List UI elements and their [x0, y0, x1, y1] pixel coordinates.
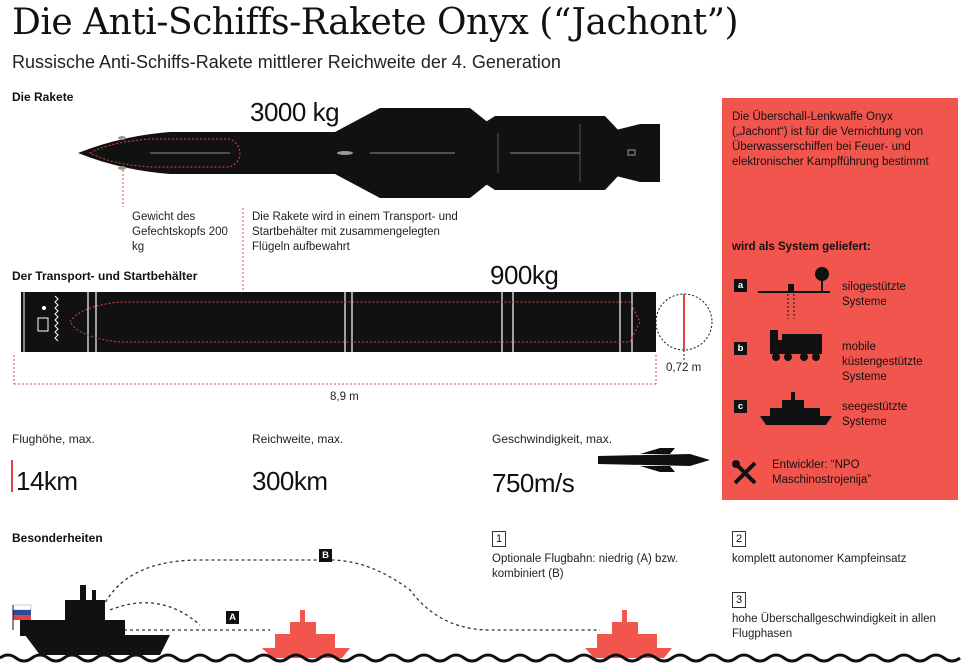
storage-note: Die Rakete wird in einem Transport- und Startbehälter mit zusammengelegten Flügeln aufbewahrt [252, 211, 458, 253]
system-label-b: mobile küstengestützte Systeme [842, 341, 923, 383]
panel-intro: Die Überschall-Lenkwaffe Onyx („Jachont“) ist für die Vernichtung von Überwasserschiffen bei Feuer- und elektronischer Kampfführung bestimmt [732, 111, 929, 168]
range-value: 300km [252, 466, 328, 496]
altitude-label: Flughöhe, max. [12, 432, 95, 446]
launch-ship-illustration [13, 585, 170, 655]
altitude-value: 14km [16, 466, 78, 496]
page-title: Die Anti-Schiffs-Rakete Onyx (“Jachont”) [12, 2, 739, 43]
path-a-label: A [226, 611, 239, 624]
system-label-a: silogestützte Systeme [842, 281, 906, 308]
developer-note: Entwickler: “NPO Maschinostrojenija” [772, 459, 872, 486]
target-ship-2 [585, 610, 672, 658]
feature-text-3: hohe Überschallgeschwindigkeit in allen Flugphasen [732, 613, 936, 640]
sea-waves [0, 655, 960, 661]
speed-label: Geschwindigkeit, max. [492, 432, 613, 446]
feature-number-1: 1 [492, 531, 506, 547]
container-weight: 900kg [490, 260, 559, 290]
page-subtitle: Russische Anti-Schiffs-Rakete mittlerer Reichweite der 4. Generation [12, 52, 561, 72]
mobile-system-icon [762, 326, 832, 366]
feature-number-2: 2 [732, 531, 746, 547]
feature-text-2: komplett autonomer Kampfeinsatz [732, 553, 907, 565]
info-panel [722, 98, 958, 500]
wrench-tools-icon [732, 460, 758, 486]
range-label: Reichweite, max. [252, 432, 344, 446]
container-length: 8,9 m [330, 391, 359, 403]
target-ship-1 [262, 610, 350, 658]
warhead-note: Gewicht des Gefechtskopfs 200 kg [132, 211, 228, 253]
system-tag-c: c [734, 400, 747, 413]
container-section-title: Der Transport- und Startbehälter [12, 269, 198, 283]
feature-text-1: Optionale Flugbahn: niedrig (A) bzw. kombiniert (B) [492, 553, 679, 580]
system-tag-b: b [734, 342, 747, 355]
features-section-title: Besonderheiten [12, 531, 103, 545]
naval-system-icon [758, 392, 834, 428]
system-label-c: seegestützte Systeme [842, 401, 908, 428]
feature-number-3: 3 [732, 592, 746, 608]
path-b-label: B [319, 549, 332, 562]
speed-missile-icon [598, 448, 710, 472]
silo-system-icon [758, 264, 832, 320]
missile-weight: 3000 kg [250, 97, 340, 127]
system-tag-a: a [734, 279, 747, 292]
container-illustration [14, 292, 712, 384]
missile-section-title: Die Rakete [12, 90, 74, 104]
systems-heading: wird als System geliefert: [732, 241, 871, 253]
speed-value: 750m/s [492, 468, 575, 498]
container-diameter: 0,72 m [666, 362, 702, 374]
